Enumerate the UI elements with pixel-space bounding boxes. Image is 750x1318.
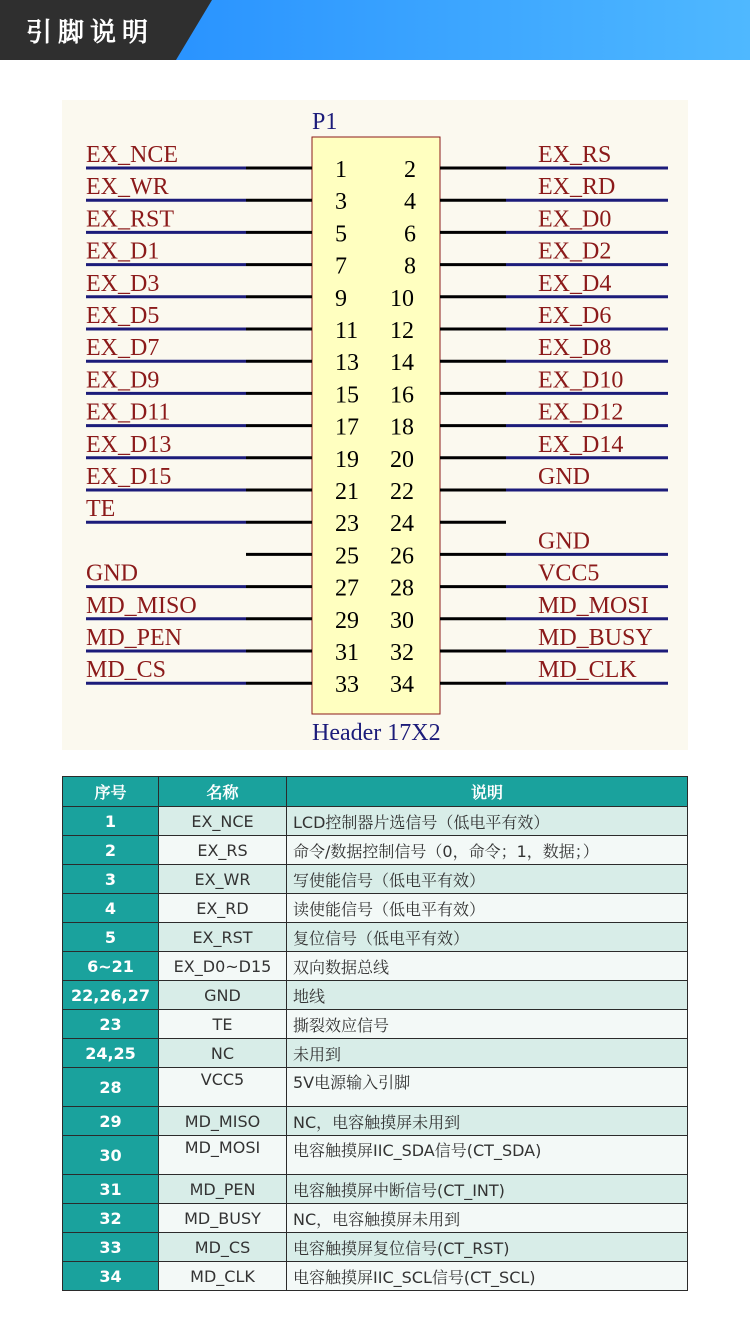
cell-name: EX_NCE xyxy=(159,807,287,836)
cell-desc: 地线 xyxy=(287,981,688,1010)
pin-number: 28 xyxy=(390,575,414,602)
pin-number: 12 xyxy=(390,318,414,344)
cell-name: EX_RS xyxy=(159,836,287,865)
table-row xyxy=(63,1262,688,1291)
component-label: Header 17X2 xyxy=(312,720,441,746)
cell-desc: 电容触摸屏中断信号(CT_INT) xyxy=(287,1175,688,1204)
pin-number: 5 xyxy=(335,221,347,248)
pin-number: 16 xyxy=(390,382,414,409)
net-label-left: TE xyxy=(86,496,116,523)
cell-name: MD_CS xyxy=(159,1233,287,1262)
net-label-right: MD_BUSY xyxy=(538,625,653,651)
table-row xyxy=(63,1107,688,1136)
net-label-right: GND xyxy=(538,464,590,490)
cell-name: MD_MISO xyxy=(159,1107,287,1136)
net-label-right: MD_MOSI xyxy=(538,592,649,619)
cell-desc: 5V电源输入引脚 xyxy=(287,1068,688,1107)
cell-desc: 复位信号（低电平有效） xyxy=(287,923,688,952)
net-label-right: EX_RS xyxy=(538,142,612,168)
net-label-left: EX_NCE xyxy=(86,142,178,168)
cell-name: MD_CLK xyxy=(159,1262,287,1291)
net-label-right: VCC5 xyxy=(538,560,600,587)
table-row xyxy=(63,1204,688,1233)
pin-number: 8 xyxy=(404,253,416,280)
table-row xyxy=(63,836,688,865)
table-row xyxy=(63,1136,688,1175)
cell-name: NC xyxy=(159,1039,287,1068)
cell-no: 1 xyxy=(63,807,159,836)
cell-desc: NC，电容触摸屏未用到 xyxy=(287,1107,688,1136)
pin-number: 32 xyxy=(390,640,414,666)
cell-no: 5 xyxy=(63,923,159,952)
table-header-row xyxy=(63,777,688,807)
cell-name: MD_PEN xyxy=(159,1175,287,1204)
table-row xyxy=(63,1039,688,1068)
cell-desc: 电容触摸屏IIC_SDA信号(CT_SDA) xyxy=(287,1136,688,1175)
cell-no: 28 xyxy=(63,1068,159,1107)
pin-number: 25 xyxy=(335,543,359,570)
col-header-name: 名称 xyxy=(159,777,287,807)
pin-number: 3 xyxy=(335,189,347,216)
table-row xyxy=(63,981,688,1010)
cell-desc: 撕裂效应信号 xyxy=(287,1010,688,1039)
pin-number: 2 xyxy=(404,157,416,183)
pin-number: 17 xyxy=(335,414,359,441)
pin-number: 29 xyxy=(335,607,359,634)
net-label-left: EX_D5 xyxy=(86,303,160,329)
cell-no: 31 xyxy=(63,1175,159,1204)
pin-number: 14 xyxy=(390,350,414,377)
cell-name: VCC5 xyxy=(159,1068,287,1107)
col-header-desc: 说明 xyxy=(287,777,688,807)
cell-no: 4 xyxy=(63,894,159,923)
net-label-right: EX_D0 xyxy=(538,206,612,233)
net-label-right: EX_D14 xyxy=(538,431,624,458)
net-label-left: GND xyxy=(86,560,138,587)
table-row xyxy=(63,865,688,894)
table-row xyxy=(63,1233,688,1262)
net-label-right: EX_D4 xyxy=(538,270,612,297)
net-label-left: EX_D13 xyxy=(86,431,172,458)
net-label-right: EX_D2 xyxy=(538,238,612,265)
pin-number: 24 xyxy=(390,511,414,538)
pin-number: 10 xyxy=(390,285,414,312)
cell-desc: 双向数据总线 xyxy=(287,952,688,981)
cell-desc: NC，电容触摸屏未用到 xyxy=(287,1204,688,1233)
pin-number: 34 xyxy=(390,672,414,699)
pin-number: 19 xyxy=(335,446,359,473)
cell-name: EX_RST xyxy=(159,923,287,952)
pin-number: 1 xyxy=(335,157,347,183)
net-label-left: EX_RST xyxy=(86,206,175,233)
net-label-right: EX_D12 xyxy=(538,399,624,426)
net-label-left: MD_MISO xyxy=(86,592,197,619)
cell-desc: 读使能信号（低电平有效） xyxy=(287,894,688,923)
net-label-left: EX_D15 xyxy=(86,464,172,490)
net-label-left: EX_D1 xyxy=(86,238,160,265)
table-row xyxy=(63,807,688,836)
cell-no: 23 xyxy=(63,1010,159,1039)
designator-label: P1 xyxy=(312,109,338,135)
pin-number: 18 xyxy=(390,414,414,441)
cell-desc: 未用到 xyxy=(287,1039,688,1068)
cell-name: GND xyxy=(159,981,287,1010)
net-label-left: EX_D7 xyxy=(86,335,160,362)
pin-number: 26 xyxy=(390,543,414,570)
pin-table xyxy=(62,776,688,1291)
cell-no: 2 xyxy=(63,836,159,865)
table-row xyxy=(63,1175,688,1204)
col-header-no: 序号 xyxy=(63,777,159,807)
table-row xyxy=(63,1010,688,1039)
net-label-left: EX_WR xyxy=(86,174,169,201)
net-label-right: EX_D6 xyxy=(538,303,612,329)
pin-number: 31 xyxy=(335,640,359,666)
net-label-left: MD_PEN xyxy=(86,625,183,651)
cell-no: 3 xyxy=(63,865,159,894)
pin-number: 22 xyxy=(390,479,414,505)
net-label-right: EX_RD xyxy=(538,174,616,201)
cell-desc: 命令/数据控制信号（0，命令；1，数据；） xyxy=(287,836,688,865)
cell-desc: 电容触摸屏复位信号(CT_RST) xyxy=(287,1233,688,1262)
table-row xyxy=(63,1068,688,1107)
pin-number: 21 xyxy=(335,479,359,505)
pin-number: 20 xyxy=(390,446,414,473)
cell-no: 24,25 xyxy=(63,1039,159,1068)
pin-number: 4 xyxy=(404,189,416,216)
pin-number: 33 xyxy=(335,672,359,699)
cell-name: EX_D0~D15 xyxy=(159,952,287,981)
cell-name: EX_RD xyxy=(159,894,287,923)
cell-no: 32 xyxy=(63,1204,159,1233)
cell-desc: 写使能信号（低电平有效） xyxy=(287,865,688,894)
pin-number: 23 xyxy=(335,511,359,538)
pin-number: 7 xyxy=(335,253,347,280)
net-label-left: EX_D11 xyxy=(86,399,171,426)
cell-no: 30 xyxy=(63,1136,159,1175)
pin-number: 6 xyxy=(404,221,416,248)
cell-name: EX_WR xyxy=(159,865,287,894)
pin-number: 11 xyxy=(335,318,359,344)
cell-no: 33 xyxy=(63,1233,159,1262)
cell-no: 22,26,27 xyxy=(63,981,159,1010)
net-label-right: EX_D10 xyxy=(538,367,624,394)
cell-no: 6~21 xyxy=(63,952,159,981)
cell-desc: 电容触摸屏IIC_SCL信号(CT_SCL) xyxy=(287,1262,688,1291)
net-label-right: EX_D8 xyxy=(538,335,612,362)
cell-name: MD_BUSY xyxy=(159,1204,287,1233)
net-label-left: MD_CS xyxy=(86,657,167,684)
header-body xyxy=(312,137,440,714)
cell-no: 34 xyxy=(63,1262,159,1291)
table-row xyxy=(63,952,688,981)
cell-desc: LCD控制器片选信号（低电平有效） xyxy=(287,807,688,836)
banner-title: 引脚说明 xyxy=(26,18,155,48)
table-row xyxy=(63,923,688,952)
cell-no: 29 xyxy=(63,1107,159,1136)
cell-name: MD_MOSI xyxy=(159,1136,287,1175)
pin-number: 9 xyxy=(335,285,347,312)
pin-number: 15 xyxy=(335,382,359,409)
net-label-right: MD_CLK xyxy=(538,657,637,684)
cell-name: TE xyxy=(159,1010,287,1039)
pin-number: 13 xyxy=(335,350,359,377)
net-label-left: EX_D9 xyxy=(86,367,160,394)
net-label-left: EX_D3 xyxy=(86,270,160,297)
pin-number: 30 xyxy=(390,607,414,634)
table-row xyxy=(63,894,688,923)
net-label-right: GND xyxy=(538,528,590,555)
pin-number: 27 xyxy=(335,575,359,602)
